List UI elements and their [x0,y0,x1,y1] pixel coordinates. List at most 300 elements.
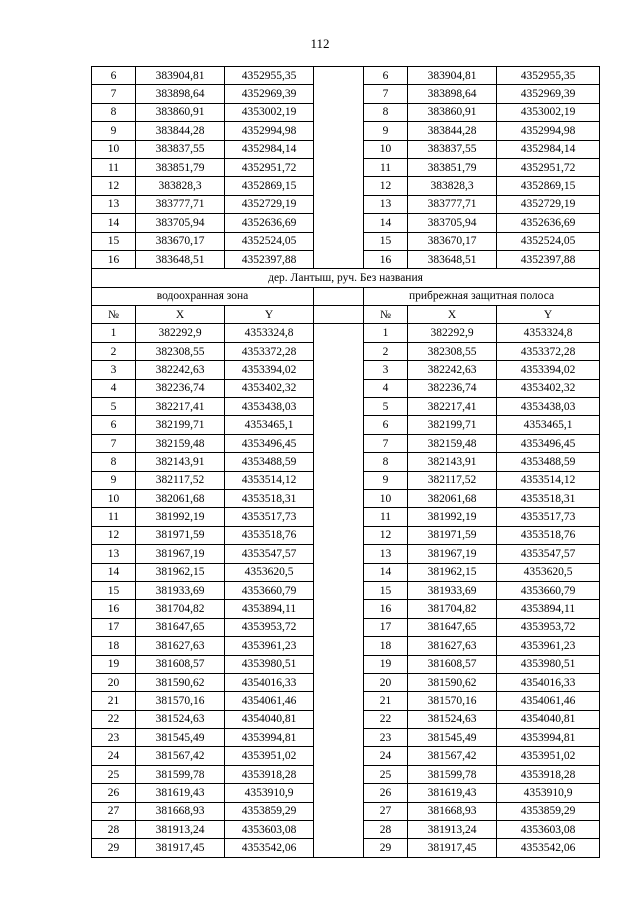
top-rows [92,67,600,269]
table-row [92,637,600,655]
column-gap [314,214,364,232]
left-x-cell: 382308,55 [136,342,225,360]
left-num-cell: 11 [92,508,136,526]
table-row [92,673,600,691]
right-num-cell: 8 [364,103,408,121]
table-row [92,471,600,489]
section-header [92,269,600,324]
left-y-header: Y [225,306,314,324]
left-x-cell: 381913,24 [136,821,225,839]
left-y-cell: 4353465,1 [225,416,314,434]
left-num-cell: 27 [92,802,136,820]
left-x-cell: 382292,9 [136,324,225,342]
left-num-cell: 20 [92,673,136,691]
right-x-cell: 381524,63 [408,710,497,728]
left-x-cell: 382199,71 [136,416,225,434]
column-gap [314,765,364,783]
right-num-cell: 22 [364,710,408,728]
right-y-cell: 4353961,23 [497,637,600,655]
right-y-cell: 4353603,08 [497,821,600,839]
right-x-cell: 382199,71 [408,416,497,434]
page-number: 112 [310,36,330,51]
column-gap [314,839,364,857]
right-x-cell: 381619,43 [408,784,497,802]
right-y-cell: 4353859,29 [497,802,600,820]
right-num-cell: 9 [364,122,408,140]
left-num-cell: 12 [92,177,136,195]
right-num-cell: 9 [364,471,408,489]
right-y-cell: 4353002,19 [497,103,600,121]
left-num-cell: 9 [92,122,136,140]
table-row [92,324,600,342]
table-row [92,747,600,765]
left-y-cell: 4352729,19 [225,195,314,213]
right-y-cell: 4352984,14 [497,140,600,158]
left-num-cell: 22 [92,710,136,728]
table-row [92,545,600,563]
left-zone-title: водоохранная зона [92,287,314,305]
coordinates-table [91,66,600,858]
left-num-cell: 10 [92,140,136,158]
left-x-cell: 381567,42 [136,747,225,765]
table-row [92,821,600,839]
column-gap [314,416,364,434]
column-gap [314,729,364,747]
right-num-cell: 28 [364,821,408,839]
left-x-cell: 381608,57 [136,655,225,673]
right-y-cell: 4352951,72 [497,158,600,176]
table-row [92,122,600,140]
left-num-cell: 16 [92,600,136,618]
table-row [92,729,600,747]
left-y-cell: 4353620,5 [225,563,314,581]
left-num-cell: 21 [92,692,136,710]
right-num-cell: 4 [364,379,408,397]
column-gap [314,85,364,103]
table-row [92,489,600,507]
column-gap [314,324,364,342]
left-y-cell: 4353953,72 [225,618,314,636]
column-gap [314,821,364,839]
left-x-cell: 382061,68 [136,489,225,507]
table-row [92,379,600,397]
left-num-cell: 26 [92,784,136,802]
column-gap [314,158,364,176]
right-num-cell: 7 [364,85,408,103]
left-num-cell: 7 [92,434,136,452]
right-y-cell: 4353402,32 [497,379,600,397]
left-num-cell: 15 [92,581,136,599]
right-num-cell: 12 [364,526,408,544]
left-x-cell: 381971,59 [136,526,225,544]
left-num-cell: 18 [92,637,136,655]
right-num-cell: 23 [364,729,408,747]
left-y-cell: 4352955,35 [225,67,314,85]
right-num-cell: 12 [364,177,408,195]
right-x-cell: 383828,3 [408,177,497,195]
table-row [92,526,600,544]
table-row [92,453,600,471]
left-x-cell: 382236,74 [136,379,225,397]
right-num-cell: 14 [364,214,408,232]
right-y-cell: 4353438,03 [497,398,600,416]
right-x-cell: 381647,65 [408,618,497,636]
right-num-header: № [364,306,408,324]
table-row [92,103,600,121]
table-row [92,214,600,232]
left-num-cell: 6 [92,416,136,434]
column-gap [314,67,364,85]
right-num-cell: 19 [364,655,408,673]
right-y-cell: 4352955,35 [497,67,600,85]
right-num-cell: 1 [364,324,408,342]
left-y-cell: 4353980,51 [225,655,314,673]
right-num-cell: 16 [364,250,408,268]
left-num-cell: 13 [92,195,136,213]
left-y-cell: 4353438,03 [225,398,314,416]
right-x-cell: 381704,82 [408,600,497,618]
column-gap [314,710,364,728]
left-num-cell: 1 [92,324,136,342]
column-gap [314,637,364,655]
right-num-cell: 6 [364,67,408,85]
column-gap [314,195,364,213]
right-num-cell: 6 [364,416,408,434]
left-y-cell: 4353994,81 [225,729,314,747]
left-y-cell: 4352869,15 [225,177,314,195]
right-num-cell: 16 [364,600,408,618]
right-y-cell: 4353910,9 [497,784,600,802]
left-num-cell: 13 [92,545,136,563]
left-y-cell: 4353488,59 [225,453,314,471]
left-num-cell: 2 [92,342,136,360]
left-x-header: X [136,306,225,324]
right-x-cell: 383904,81 [408,67,497,85]
column-gap [314,618,364,636]
right-x-cell: 381608,57 [408,655,497,673]
left-num-cell: 23 [92,729,136,747]
column-gap [314,103,364,121]
table-row [92,177,600,195]
left-y-cell: 4352984,14 [225,140,314,158]
right-y-cell: 4353517,73 [497,508,600,526]
left-y-cell: 4352524,05 [225,232,314,250]
left-num-cell: 15 [92,232,136,250]
left-x-cell: 381917,45 [136,839,225,857]
right-num-cell: 10 [364,140,408,158]
table-row [92,361,600,379]
left-y-cell: 4353517,73 [225,508,314,526]
left-x-cell: 383837,55 [136,140,225,158]
right-x-cell: 383670,17 [408,232,497,250]
table-row [92,839,600,857]
left-y-cell: 4353951,02 [225,747,314,765]
right-num-cell: 29 [364,839,408,857]
right-y-cell: 4353488,59 [497,453,600,471]
table-row [92,232,600,250]
left-x-cell: 381704,82 [136,600,225,618]
right-x-cell: 381567,42 [408,747,497,765]
column-gap [314,398,364,416]
right-y-cell: 4353918,28 [497,765,600,783]
right-num-cell: 27 [364,802,408,820]
table-row [92,85,600,103]
left-x-cell: 383898,64 [136,85,225,103]
table-row [92,158,600,176]
table-row [92,618,600,636]
column-gap [314,581,364,599]
column-gap [314,453,364,471]
column-gap [314,232,364,250]
right-num-cell: 24 [364,747,408,765]
right-num-cell: 10 [364,489,408,507]
left-x-cell: 383851,79 [136,158,225,176]
left-y-cell: 4353918,28 [225,765,314,783]
right-x-cell: 382217,41 [408,398,497,416]
right-num-cell: 13 [364,545,408,563]
right-x-cell: 381933,69 [408,581,497,599]
right-num-cell: 2 [364,342,408,360]
left-y-cell: 4353324,8 [225,324,314,342]
right-num-cell: 18 [364,637,408,655]
table-row [92,692,600,710]
right-y-cell: 4353980,51 [497,655,600,673]
left-y-cell: 4354016,33 [225,673,314,691]
right-y-cell: 4353394,02 [497,361,600,379]
table-row [92,655,600,673]
left-num-cell: 29 [92,839,136,857]
right-y-cell: 4354040,81 [497,710,600,728]
right-y-header: Y [497,306,600,324]
right-x-cell: 382159,48 [408,434,497,452]
right-x-cell: 381971,59 [408,526,497,544]
table-row [92,434,600,452]
column-gap [314,140,364,158]
table-row [92,67,600,85]
table-row [92,600,600,618]
table-row [92,250,600,268]
column-gap [314,526,364,544]
left-x-cell: 383844,28 [136,122,225,140]
left-y-cell: 4352951,72 [225,158,314,176]
left-x-cell: 382143,91 [136,453,225,471]
left-x-cell: 381992,19 [136,508,225,526]
left-num-cell: 19 [92,655,136,673]
left-num-cell: 5 [92,398,136,416]
left-x-cell: 382117,52 [136,471,225,489]
column-gap [314,600,364,618]
right-x-cell: 382242,63 [408,361,497,379]
right-x-cell: 383851,79 [408,158,497,176]
right-x-cell: 381917,45 [408,839,497,857]
table-row [92,342,600,360]
right-y-cell: 4353372,28 [497,342,600,360]
column-gap [314,361,364,379]
right-x-cell: 381967,19 [408,545,497,563]
right-y-cell: 4353518,31 [497,489,600,507]
column-gap [314,673,364,691]
table-row [92,765,600,783]
right-y-cell: 4354061,46 [497,692,600,710]
right-num-cell: 15 [364,581,408,599]
right-y-cell: 4353953,72 [497,618,600,636]
right-y-cell: 4353514,12 [497,471,600,489]
left-x-cell: 383860,91 [136,103,225,121]
column-gap [314,287,364,305]
column-gap [314,784,364,802]
right-y-cell: 4353894,11 [497,600,600,618]
right-x-cell: 382292,9 [408,324,497,342]
left-num-cell: 17 [92,618,136,636]
right-y-cell: 4352636,69 [497,214,600,232]
right-num-cell: 11 [364,508,408,526]
right-x-cell: 381545,49 [408,729,497,747]
left-num-header: № [92,306,136,324]
left-x-cell: 381967,19 [136,545,225,563]
right-num-cell: 15 [364,232,408,250]
table-row [92,140,600,158]
left-num-cell: 14 [92,214,136,232]
right-y-cell: 4353542,06 [497,839,600,857]
left-x-cell: 381599,78 [136,765,225,783]
left-x-cell: 383777,71 [136,195,225,213]
left-y-cell: 4352994,98 [225,122,314,140]
left-num-cell: 12 [92,526,136,544]
left-y-cell: 4353859,29 [225,802,314,820]
right-y-cell: 4353620,5 [497,563,600,581]
right-y-cell: 4353660,79 [497,581,600,599]
left-x-cell: 381962,15 [136,563,225,581]
right-x-cell: 381599,78 [408,765,497,783]
right-x-cell: 382117,52 [408,471,497,489]
left-x-cell: 383904,81 [136,67,225,85]
left-num-cell: 4 [92,379,136,397]
left-x-cell: 382159,48 [136,434,225,452]
right-x-cell: 381668,93 [408,802,497,820]
table-row [92,195,600,213]
left-num-cell: 9 [92,471,136,489]
column-gap [314,342,364,360]
section-title: дер. Лантыш, руч. Без названия [92,269,600,287]
left-num-cell: 11 [92,158,136,176]
left-y-cell: 4352397,88 [225,250,314,268]
left-x-cell: 381590,62 [136,673,225,691]
right-x-cell: 382061,68 [408,489,497,507]
right-x-cell: 381913,24 [408,821,497,839]
right-x-cell: 381590,62 [408,673,497,691]
left-y-cell: 4353372,28 [225,342,314,360]
left-y-cell: 4353660,79 [225,581,314,599]
column-gap [314,747,364,765]
right-num-cell: 5 [364,398,408,416]
column-gap [314,471,364,489]
left-num-cell: 7 [92,85,136,103]
left-y-cell: 4354061,46 [225,692,314,710]
left-y-cell: 4354040,81 [225,710,314,728]
left-y-cell: 4352969,39 [225,85,314,103]
right-num-cell: 21 [364,692,408,710]
column-gap [314,122,364,140]
right-y-cell: 4354016,33 [497,673,600,691]
right-y-cell: 4353496,45 [497,434,600,452]
right-x-cell: 383898,64 [408,85,497,103]
left-x-cell: 381647,65 [136,618,225,636]
left-x-cell: 381627,63 [136,637,225,655]
table-row [92,563,600,581]
left-num-cell: 3 [92,361,136,379]
column-gap [314,489,364,507]
column-gap [314,306,364,324]
left-y-cell: 4353496,45 [225,434,314,452]
right-x-cell: 383777,71 [408,195,497,213]
left-y-cell: 4353402,32 [225,379,314,397]
left-num-cell: 24 [92,747,136,765]
left-y-cell: 4353542,06 [225,839,314,857]
column-gap [314,508,364,526]
column-gap [314,692,364,710]
right-y-cell: 4353465,1 [497,416,600,434]
left-x-cell: 381668,93 [136,802,225,820]
column-gap [314,545,364,563]
right-x-cell: 383860,91 [408,103,497,121]
right-x-cell: 383648,51 [408,250,497,268]
right-x-cell: 381962,15 [408,563,497,581]
left-y-cell: 4353002,19 [225,103,314,121]
left-y-cell: 4352636,69 [225,214,314,232]
column-gap [314,177,364,195]
right-y-cell: 4352397,88 [497,250,600,268]
right-x-cell: 383705,94 [408,214,497,232]
left-x-cell: 383670,17 [136,232,225,250]
table-row [92,710,600,728]
right-zone-title: прибрежная защитная полоса [364,287,600,305]
left-num-cell: 14 [92,563,136,581]
column-gap [314,250,364,268]
right-y-cell: 4353951,02 [497,747,600,765]
table-row [92,581,600,599]
left-x-cell: 381619,43 [136,784,225,802]
left-x-cell: 382242,63 [136,361,225,379]
right-y-cell: 4352869,15 [497,177,600,195]
right-x-cell: 381992,19 [408,508,497,526]
left-x-cell: 381933,69 [136,581,225,599]
right-num-cell: 11 [364,158,408,176]
left-y-cell: 4353894,11 [225,600,314,618]
right-y-cell: 4353518,76 [497,526,600,544]
left-x-cell: 382217,41 [136,398,225,416]
left-y-cell: 4353961,23 [225,637,314,655]
right-x-cell: 381570,16 [408,692,497,710]
left-num-cell: 28 [92,821,136,839]
right-y-cell: 4353324,8 [497,324,600,342]
table-row [92,398,600,416]
right-y-cell: 4352524,05 [497,232,600,250]
right-num-cell: 20 [364,673,408,691]
column-gap [314,655,364,673]
right-num-cell: 3 [364,361,408,379]
left-y-cell: 4353910,9 [225,784,314,802]
right-num-cell: 13 [364,195,408,213]
left-y-cell: 4353514,12 [225,471,314,489]
right-y-cell: 4353547,57 [497,545,600,563]
right-y-cell: 4352729,19 [497,195,600,213]
left-x-cell: 383705,94 [136,214,225,232]
column-gap [314,802,364,820]
left-y-cell: 4353603,08 [225,821,314,839]
left-y-cell: 4353547,57 [225,545,314,563]
left-num-cell: 8 [92,103,136,121]
left-x-cell: 383828,3 [136,177,225,195]
